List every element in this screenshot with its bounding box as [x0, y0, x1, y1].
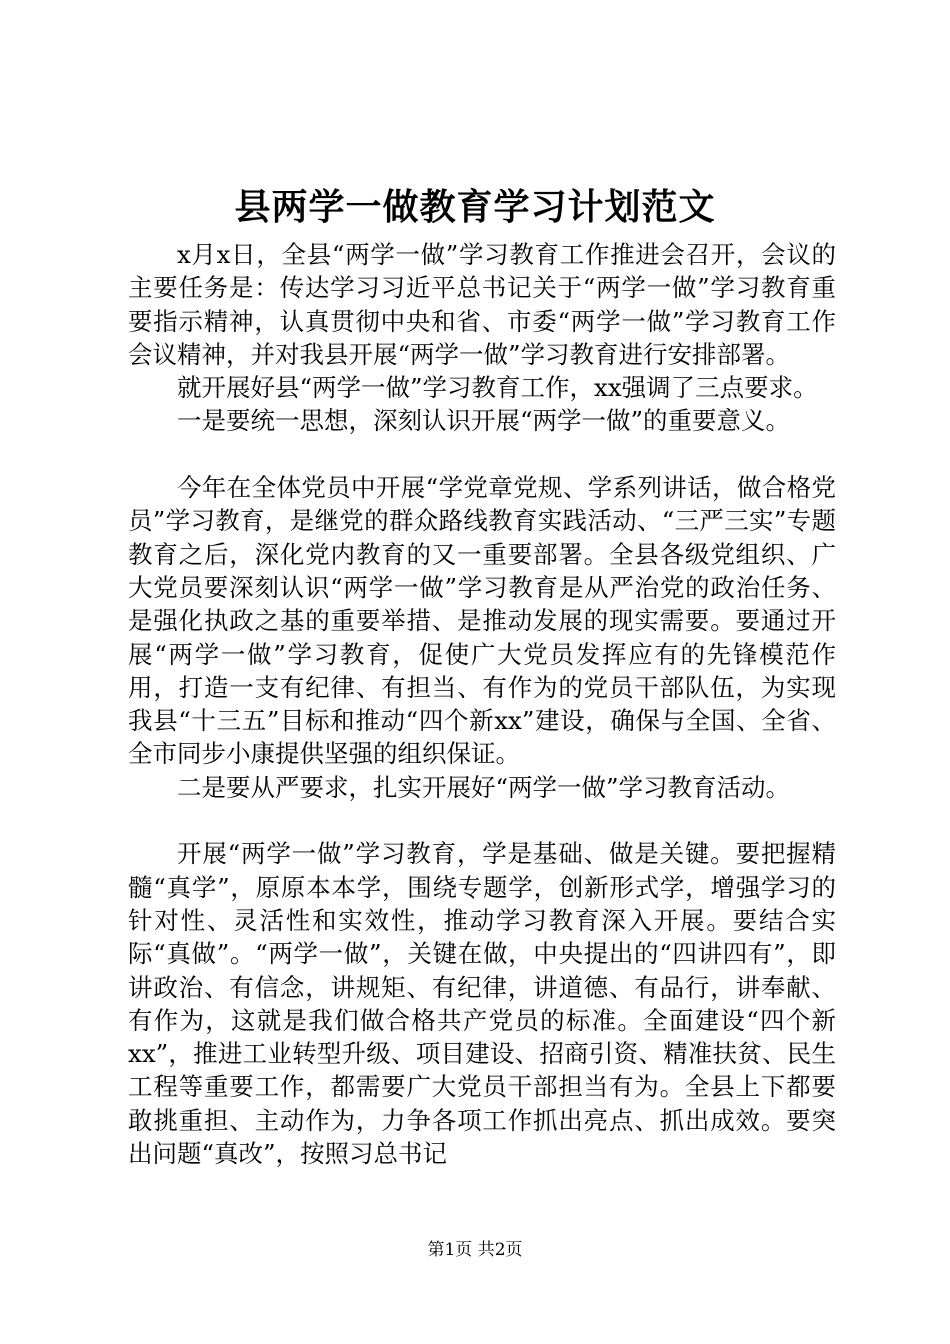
paragraph-3: 一是要统一思想，深刻认识开展“两学一做”的重要意义。	[177, 406, 791, 436]
paragraph-4: 今年在全体党员中开展“学党章党规、学系列讲话，做合格党员”学习教育，是继党的群众路线教育实践活动、“三严三实”专题教育之后，深化党内教育的又一重要部署。全县各级党组织、广大党员要深刻认识“两学一做”学习教育是从严治党的政治任务、是强化执政之基的重要举措、是推动发展的现实需要。要通过开展“两学一做”学习教育，促使广大党员发挥应有的先锋模范作用，打造一支有纪律、有担当、有作为的党员干部队伍，为实现我县“十三五”目标和推动“四个新xx”建设，确保与全国、全省、全市同步小康提供坚强的组织保证。	[128, 473, 836, 769]
paragraph-spacer	[128, 438, 836, 471]
document-body	[128, 238, 836, 1170]
paragraph-6: 开展“两学一做”学习教育，学是基础、做是关键。要把握精髓“真学”，原原本本学，围绕专题学，创新形式学，增强学习的针对性、灵活性和实效性，推动学习教育深入开展。要结合实际“真做”。“两学一做”，关键在做，中央提出的“四讲四有”，即讲政治、有信念，讲规矩、有纪律，讲道德、有品行，讲奉献、有作为，这就是我们做合格共产党员的标准。全面建设“四个新xx”，推进工业转型升级、项目建设、招商引资、精准扶贫、民生工程等重要工作，都需要广大党员干部担当有为。全县上下都要敢挑重担、主动作为，力争各项工作抓出亮点、抓出成效。要突出问题“真改”，按照习总书记	[128, 839, 836, 1169]
document-title: 县两学一做教育学习计划范文	[234, 186, 716, 228]
paragraph-5: 二是要从严要求，扎实开展好“两学一做”学习教育活动。	[177, 772, 791, 802]
paragraph-2: 就开展好县“两学一做”学习教育工作，xx强调了三点要求。	[177, 373, 818, 403]
paragraph-1: x月x日，全县“两学一做”学习教育工作推进会召开，会议的主要任务是：传达学习习近平总书记关于“两学一做”学习教育重要指示精神，认真贯彻中央和省、市委“两学一做”学习教育工作会议精神，并对我县开展“两学一做”学习教育进行安排部署。	[128, 240, 836, 369]
page-number-footer: 第1页 共2页	[427, 1240, 523, 1260]
paragraph-spacer	[128, 804, 836, 837]
